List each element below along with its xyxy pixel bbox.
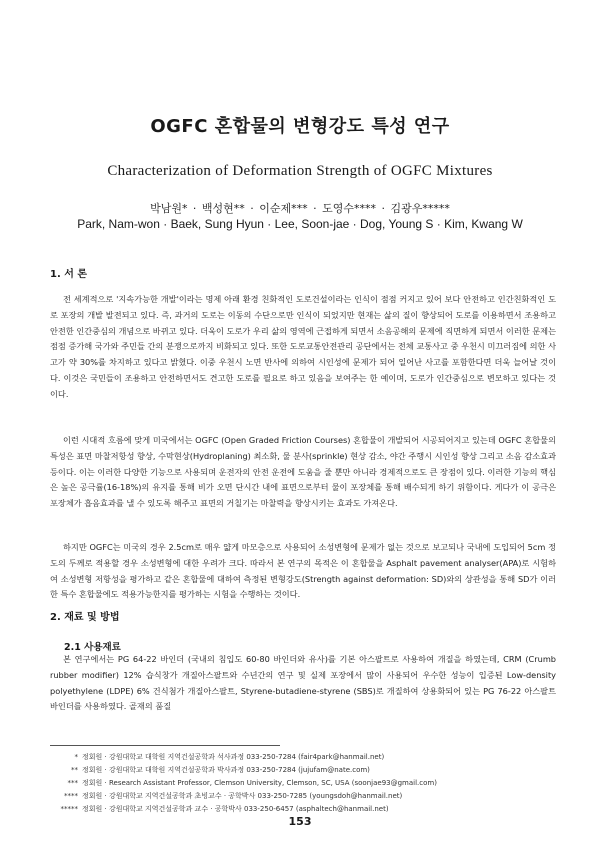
footnote-mark: **** bbox=[64, 792, 78, 800]
footnotes bbox=[56, 751, 556, 816]
footnote-text: 정회원 · 강원대학교 대학원 지역건설공학과 석사과정 033-250-7284 (fair4park@hanmail.net) bbox=[82, 753, 385, 761]
authors-korean: 박남원* · 백성현** · 이순제*** · 도영수**** · 김광우***** bbox=[150, 202, 450, 215]
intro-paragraph-1: 전 세계적으로 '지속가능한 개발'이라는 명제 아래 환경 친화적인 도로건설이라는 인식이 점점 커지고 있어 보다 안전하고 인간친화적인 도로 포장의 개발 발전되고 있다. 즉, 과거의 도로는 이동의 수단으로만 인식이 되었지만 현재는 삶의 질이 향상되어 도로를 이용하면서 조용하고 안전한 인간중심의 개념으로 바뀌고 있다. 더욱이 도로가 우리 삶의 영역에 근접하게 되면서 소음공해의 문제에 직면하게 되면서 이러한 문제는 점점 증가해 국가와 주민들 간의 분쟁으로까지 비화되고 있다. 또한 도로교통안전관리 공단에서는 전체 교통사고 중 우천시 미끄러짐에 의한 사고가 약 30%를 차지하고 있다고 밝혔다. 이중 우천시 노면 반사에 의하여 시인성에 문제가 되어 일어난 사고를 포함한다면 더욱 늘어날 것이다. 이것은 국민들이 조용하고 안전하면서도 견고한 도로를 필요로 하고 있음을 보여주는 한 예이며, 도로가 인간중심으로 변모하고 있다는 것이다. bbox=[50, 294, 556, 399]
footnote bbox=[56, 751, 556, 764]
footnote bbox=[56, 777, 556, 790]
section-heading-introduction: 1. 서 론 bbox=[50, 269, 88, 280]
authors-english: Park, Nam-won · Baek, Sung Hyun · Lee, Soon-jae · Dog, Young S · Kim, Kwang W bbox=[77, 217, 523, 231]
title-english: Characterization of Deformation Strength of OGFC Mixtures bbox=[107, 163, 493, 179]
title-korean: OGFC 혼합물의 변형강도 특성 연구 bbox=[150, 116, 450, 137]
page-number: 153 bbox=[288, 815, 312, 828]
footnote-text: 정회원 · Research Assistant Professor, Clemson University, Clemson, SC, USA (soonjae93@gmail.com) bbox=[82, 779, 437, 787]
footnote-text: 정회원 · 강원대학교 지역건설공학과 교수 · 공학박사 033-250-6457 (asphaltech@hanmail.net) bbox=[82, 805, 389, 813]
footnote bbox=[56, 764, 556, 777]
footnote-divider bbox=[50, 745, 280, 746]
subsection-heading-materials: 2.1 사용재료 bbox=[64, 642, 121, 653]
section-heading-materials-methods: 2. 재료 및 방법 bbox=[50, 612, 120, 623]
footnote-mark: ***** bbox=[60, 805, 78, 813]
footnote bbox=[56, 790, 556, 803]
intro-paragraph-2: 이런 시대적 흐름에 맞게 미국에서는 OGFC (Open Graded Friction Courses) 혼합물이 개발되어 시공되어지고 있는데 OGFC 혼합물의 특성은 표면 마찰저항성 향상, 수막현상(Hydroplaning) 최소화, 물 분사(sprinkle) 현상 감소, 야간 주행시 시인성 향상 그리고 소음 감소효과 등이다. 이는 이러한 다양한 기능으로 사용되며 운전자의 안전 운전에 도움을 줄 뿐만 아니라 경제적으로도 큰 장점이 있다. 이러한 기능의 핵심은 높은 공극률(16-18%)의 유지를 통해 비가 오면 단시간 내에 표면으로부터 물이 포장체를 통해 배수되게 하기 위함이다. 게다가 이 공극은 포장체가 흡음효과를 낼 수 있도록 해주고 표면의 거칠기는 마찰력을 향상시키는 효과도 가져온다. bbox=[50, 435, 556, 509]
footnote-text: 정회원 · 강원대학교 지역건설공학과 초빙교수 · 공학박사 033-250-7285 (youngsdoh@hanmail.net) bbox=[82, 792, 403, 800]
materials-paragraph-1: 본 연구에서는 PG 64-22 바인더 (국내의 침입도 60-80 바인더와 유사)를 기본 아스팔트로 사용하여 개질을 하였는데, CRM (Crumb rubber modifier) 12% 습식창가 개질아스팔트와 수년간의 연구 및 실제 포장에서 많이 사용되어 우수한 성능이 입증된 Low-density polyethylene (LDPE) 6% 건식첨가 개질아스팔트, Styrene-butadiene-styrene (SBS)로 개질하여 상용화되어 있는 PG 76-22 아스팔트 바인더를 사용하였다. 골재의 품질 bbox=[50, 654, 556, 712]
footnote-text: 정회원 · 강원대학교 대학원 지역건설공학과 박사과정 033-250-7284 (jujufam@nate.com) bbox=[82, 766, 370, 774]
footnote-mark: ** bbox=[71, 766, 78, 774]
footnote-mark: * bbox=[74, 753, 78, 761]
footnote-mark: *** bbox=[67, 779, 78, 787]
intro-paragraph-3: 하지만 OGFC는 미국의 경우 2.5cm로 매우 얇게 마모층으로 사용되어 소성변형에 문제가 없는 것으로 보고되나 국내에 도입되어 5cm 정도의 두께로 적용할 경우 소성변형에 대한 우려가 크다. 따라서 본 연구의 목적은 이 혼합물을 Asphalt pavement analyser(APA)로 시험하여 소성변형 저항성을 평가하고 같은 혼합물에 대하여 측정된 변형강도(Strength against deformation: SD)와의 상관성을 통해 SD가 이러한 특수 혼합물에도 적용가능한지를 평가하는 시험을 수행하는 것이다. bbox=[50, 542, 556, 600]
